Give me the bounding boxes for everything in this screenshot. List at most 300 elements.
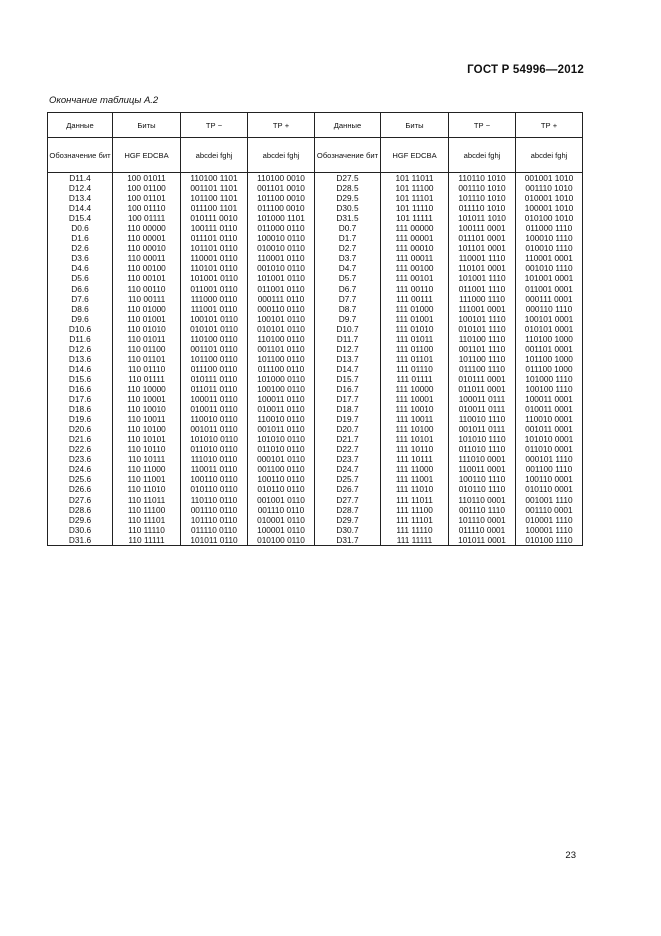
table-cell: 001100 0110 [257,464,305,475]
table-cell: 100111 0110 [190,223,238,234]
table-cell: 010101 0001 [524,323,574,334]
page-number: 23 [565,850,576,861]
table-cell: 010111 0110 [190,373,238,384]
table-cell: 110 01000 [127,303,166,314]
table-cell: 001110 1010 [458,183,506,194]
table-cell: D12.4 [68,183,92,194]
table-cell: 100001 1110 [525,524,573,535]
table-cell: 001100 1110 [525,464,573,475]
table-cell: 111 11001 [395,474,434,485]
table-cell: 011011 0110 [190,383,238,394]
table-cell: 111 10100 [395,424,434,435]
table-cell: 011110 0110 [191,524,237,535]
table-cell: 001010 0110 [257,263,305,274]
table-cell: 101110 0110 [190,514,238,525]
table-cell: 101010 0001 [524,434,574,445]
table-cell: 111 10101 [395,434,434,445]
subheader-tp-plus-right: abcdei fghj [516,138,583,173]
table-cell: 011010 1110 [458,444,506,455]
encoding-table [47,112,583,546]
table-cell: 111 10011 [395,414,434,425]
table-cell: 011101 0110 [190,233,238,244]
table-cell: 110 10100 [127,424,166,435]
table-cell: 110001 0110 [257,253,305,264]
table-cell: D24.7 [336,464,359,475]
header-data: Данные [48,113,113,138]
table-cell: D2.6 [71,243,89,254]
table-cell: 010011 0111 [458,404,506,415]
table-cell: 111 00001 [395,233,434,244]
table-cell: 110 11101 [127,514,166,525]
table-cell: 110 10101 [127,434,166,445]
table-cell: D14.6 [68,363,92,374]
header-tp-plus-right: ТР + [516,113,583,138]
header-tp-minus-right: ТР − [449,113,516,138]
table-cell: 010111 0010 [190,213,238,224]
table-cell: 000101 0110 [257,454,305,465]
table-cell: D13.6 [68,353,92,364]
table-cell: 100011 0111 [458,394,506,405]
table-cell: D31.5 [336,213,359,224]
table-cell: D8.6 [71,303,89,314]
table-cell: 111000 1110 [459,293,505,304]
table-cell: 001001 1110 [525,494,573,505]
table-cell: 110011 0110 [190,464,238,475]
table-cell: 110 11010 [127,484,166,495]
table-cell: 011001 0110 [190,283,238,294]
table-cell: 010001 0110 [257,514,305,525]
table-cell: 001101 0110 [190,343,238,354]
table-cell: 010001 1010 [524,193,574,204]
table-cell: D10.7 [336,323,359,334]
table-cell: 001110 0001 [525,504,573,515]
table-cell: 011010 0110 [257,444,305,455]
header-bits-right: Биты [381,113,449,138]
body-row [48,173,583,546]
table-cell: D10.6 [68,323,92,334]
table-cell: D15.6 [68,373,92,384]
table-cell: 001011 0111 [458,424,506,435]
table-cell: D23.7 [336,454,359,465]
table-cell: 110 10110 [127,444,166,455]
table-cell: 011110 1010 [458,203,506,214]
table-cell: D0.7 [338,223,357,234]
column-tp-minus-right [449,173,516,546]
table-cell: D15.4 [68,213,92,224]
table-cell: 001101 0110 [257,343,305,354]
table-cell: 010010 0110 [257,243,305,254]
header-bits: Биты [113,113,181,138]
table-cell: 101 11101 [395,193,434,204]
table-cell: 110100 1000 [525,333,573,344]
table-cell: 110 10111 [127,454,166,465]
table-cell: 110 01111 [128,373,165,384]
table-cell: 110 00101 [127,273,166,284]
table-cell: 101000 0110 [257,373,305,384]
table-cell: 110001 1110 [458,253,506,264]
table-cell: 100 01110 [127,203,166,214]
table-cell: 111 01111 [396,373,433,384]
table-cell: 011100 0110 [257,363,305,374]
header-tp-minus: ТР − [181,113,248,138]
table-cell: D9.6 [71,313,89,324]
table-cell: D6.6 [71,283,89,294]
table-cell: 101110 0001 [458,514,506,525]
table-cell: D2.7 [338,243,357,254]
table-cell: 001110 0110 [257,504,305,515]
table-cell: D20.7 [336,424,359,435]
table-cell: 101011 0110 [190,534,238,545]
table-cell: 010011 0110 [257,404,305,415]
table-cell: 011100 0010 [257,203,305,214]
table-cell: 111 10010 [395,404,434,415]
table-cell: 110 01100 [127,343,166,354]
table-cell: 011001 0110 [257,283,305,294]
table-cell: D19.6 [68,414,92,425]
table-cell: 110 11011 [127,494,166,505]
table-cell: 000110 0110 [257,303,305,314]
table-cell: 101001 0001 [524,273,574,284]
table-cell: 101101 0110 [190,243,238,254]
table-cell: D4.7 [338,263,357,274]
table-cell: 011100 1101 [190,203,238,214]
table-cell: D16.6 [68,383,92,394]
table-cell: 100111 0001 [458,223,506,234]
table-cell: D24.6 [68,464,92,475]
subheader-designation: Обозначение бит [48,138,113,173]
table-cell: 110 01010 [127,323,166,334]
table-cell: 001101 0001 [525,343,573,354]
table-cell: 011100 1110 [459,363,505,374]
table-cell: 001101 1101 [190,183,238,194]
header-row [48,113,583,138]
table-cell: 111 01000 [395,303,434,314]
table-cell: D13.7 [336,353,359,364]
table-cell: 110 10011 [127,414,166,425]
table-cell: D13.4 [68,193,92,204]
table-cell: D11.4 [69,173,91,183]
table-cell: D7.6 [71,293,89,304]
table-cell: 110 00000 [127,223,166,234]
table-cell: 100 01100 [127,183,166,194]
table-cell: 000111 0001 [525,293,573,304]
table-cell: 110110 1010 [458,173,506,183]
table-cell: D3.6 [71,253,89,264]
table-cell: D23.6 [68,454,92,465]
table-cell: 110100 0110 [190,333,238,344]
table-cell: D14.7 [336,363,359,374]
table-cell: 110110 0110 [190,494,238,505]
table-cell: 111 01101 [395,353,434,364]
table-cell: 010110 0001 [525,484,573,495]
column-data-right [315,173,381,546]
table-cell: 100100 0110 [257,383,305,394]
table-cell: 111001 0110 [190,303,238,314]
table-cell: 101001 0110 [190,273,238,284]
table-cell: 111 11101 [396,514,433,525]
table-cell: 100 01111 [127,213,166,224]
table-cell: 110100 1101 [190,173,238,183]
table-cell: 111010 0110 [190,454,238,465]
table-cell: 110 11000 [127,464,166,475]
table-cell: 111 01100 [395,343,434,354]
table-cell: 100110 1110 [458,474,506,485]
table-cell: 110 01101 [127,353,166,364]
table-cell: 110101 0001 [458,263,506,274]
table-cell: 010101 0110 [257,323,305,334]
table-cell: 100011 0110 [257,394,305,405]
table-cell: 101100 1000 [525,353,573,364]
table-cell: 110110 0001 [458,494,506,505]
table-cell: 110 01011 [127,333,166,344]
table-cell: 001001 1010 [524,173,574,183]
subheader-tp-plus: abcdei fghj [248,138,315,173]
table-cell: 101011 1010 [458,213,506,224]
table-cell: 001110 0110 [190,504,238,515]
table-cell: 010101 0110 [190,323,238,334]
table-cell: 001101 0010 [257,183,305,194]
table-cell: 111 10110 [395,444,434,455]
table-cell: D17.7 [336,394,359,405]
table-cell: 010100 1110 [525,534,573,545]
table-cell: 100 01101 [127,193,166,204]
table-cell: D31.7 [336,534,359,545]
table-cell: 101010 1110 [458,434,506,445]
table-cell: D29.6 [68,514,92,525]
table-cell: D27.5 [336,173,359,183]
table-cell: 111 11000 [395,464,434,475]
table-cell: 101100 0110 [190,353,238,364]
table-cell: 010010 1110 [525,243,573,254]
table-cell: 101100 1101 [190,193,238,204]
table-cell: D11.6 [69,333,91,344]
table-cell: 001110 1110 [459,504,505,515]
table-cell: D18.6 [68,404,92,415]
table-cell: 011000 0110 [257,223,305,234]
table-cell: 110010 1110 [458,414,506,425]
header-tp-plus: ТР + [248,113,315,138]
table-cell: 001011 0110 [257,424,305,435]
table-cell: D21.6 [68,434,92,445]
table-cell: 001001 0110 [257,494,305,505]
table-cell: 100110 0110 [257,474,305,485]
table-cell: 010001 1110 [525,514,573,525]
table-cell: 010111 0001 [458,373,506,384]
table-cell: D28.5 [336,183,359,194]
table-cell: 101 11011 [395,173,434,183]
table-cell: 111010 0001 [458,454,506,465]
table-cell: D26.7 [336,484,359,495]
subheader-tp-minus-right: abcdei fghj [449,138,516,173]
table-cell: 110 10010 [127,404,166,415]
table-cell: D30.5 [336,203,359,214]
table-cell: 100110 0001 [525,474,573,485]
table-cell: 110100 1110 [458,333,506,344]
table-cell: 011100 0110 [190,363,238,374]
table-cell: 110 10000 [127,383,166,394]
table-cell: 110101 0110 [190,263,238,274]
table-cell: 101000 1110 [525,373,573,384]
table-cell: 000101 1110 [525,454,573,465]
table-cell: D30.7 [336,524,359,535]
table-cell: D7.7 [338,293,357,304]
table-cell: 110100 0110 [257,333,305,344]
table-cell: 010110 1110 [458,484,506,495]
table-cell: 110 11111 [128,534,165,545]
table-cell: D29.5 [336,193,359,204]
table-cell: D21.7 [336,434,359,445]
table-cell: 010110 0110 [190,484,238,495]
table-cell: 110001 0110 [190,253,238,264]
table-cell: 111 00101 [395,273,434,284]
table-cell: 100001 1010 [524,203,574,214]
table-cell: D1.7 [338,233,357,244]
table-cell: 110 00011 [127,253,166,264]
table-cell: 010100 0110 [257,534,305,545]
table-cell: 110010 0110 [257,414,305,425]
table-cell: 110 00111 [127,293,166,304]
table-cell: 010100 1010 [524,213,574,224]
subheader-designation-right: Обозначение бит [315,138,381,173]
table-cell: 100001 0110 [257,524,305,535]
table-cell: 001101 1110 [458,343,506,354]
table-cell: 110 01001 [127,313,166,324]
table-cell: 100101 0001 [524,313,574,324]
table-cell: 111 01011 [395,333,434,344]
table-cell: D3.7 [338,253,357,264]
column-tp-plus-left [248,173,315,546]
table-cell: D18.7 [336,404,359,415]
table-cell: 010101 1110 [458,323,506,334]
table-cell: 100 01011 [127,173,166,183]
table-cell: 111 11011 [396,494,433,505]
table-cell: 100101 0110 [257,313,305,324]
standard-title: ГОСТ Р 54996—2012 [467,64,584,76]
table-cell: 111 01010 [395,323,434,334]
table-cell: 110 00001 [127,233,166,244]
table-cell: 001011 0001 [525,424,573,435]
table-cell: 101 11111 [396,213,433,224]
table-cell: 111 11110 [396,524,433,535]
table-caption: Окончание таблицы А.2 [49,95,159,106]
table-cell: 111 11100 [396,504,433,515]
column-tp-minus-left [181,173,248,546]
table-cell: 011000 1110 [525,223,573,234]
table-cell: 101100 1110 [458,353,506,364]
table-cell: 011010 0110 [190,444,238,455]
table-cell: 101100 0110 [257,353,305,364]
table-cell: D12.6 [68,343,92,354]
table-cell: 111 01001 [395,313,434,324]
table-cell: 111 11010 [395,484,434,495]
table-cell: 101100 0010 [257,193,305,204]
header-data-right: Данные [315,113,381,138]
table-cell: 110 11110 [128,524,165,535]
table-cell: 110 10001 [127,394,166,405]
table-cell: D29.7 [336,514,359,525]
table-cell: 100110 0110 [190,474,238,485]
table-cell: 111 00111 [396,293,433,304]
table-cell: 100101 0110 [190,313,238,324]
table-cell: 110001 0001 [525,253,573,264]
subheader-row [48,138,583,173]
column-tp-plus-right [516,173,583,546]
table-cell: D22.7 [336,444,359,455]
table-cell: D9.7 [338,313,357,324]
table-cell: 111 10111 [396,454,433,465]
table-cell: 111 01110 [396,363,433,374]
table-cell: 110 11100 [127,504,166,515]
table-cell: 001110 1010 [525,183,573,194]
table-cell: 111 10000 [395,383,434,394]
table-cell: 010011 0110 [190,404,238,415]
table-cell: D22.6 [68,444,92,455]
table-cell: 101 11100 [395,183,434,194]
table-cell: 011100 1000 [525,363,573,374]
table-cell: 101000 1101 [257,213,305,224]
table-cell: 100010 1110 [525,233,573,244]
table-cell: 101001 0110 [257,273,305,284]
table-cell: 110011 0001 [458,464,506,475]
table-cell: 111000 0110 [190,293,238,304]
column-bits-left [113,173,181,546]
table-cell: 111 00011 [395,253,434,264]
subheader-bits: HGF EDCBA [113,138,181,173]
table-cell: D17.6 [68,394,92,405]
table-cell: 110 00010 [127,243,166,254]
column-bits-right [381,173,449,546]
table-cell: D0.6 [71,223,89,234]
table-cell: 100011 0110 [190,394,238,405]
table-cell: 100100 1110 [525,383,573,394]
table-cell: 111 10001 [395,394,434,405]
table-cell: D14.4 [68,203,92,214]
table-cell: 101010 0110 [190,434,238,445]
table-cell: D11.7 [336,333,359,344]
table-cell: D16.7 [336,383,359,394]
table-cell: 010110 0110 [257,484,305,495]
table-cell: 011011 0001 [458,383,506,394]
subheader-bits-right: HGF EDCBA [381,138,449,173]
table-cell: 100010 0110 [257,233,305,244]
table-cell: 000111 0110 [257,293,305,304]
table-cell: 001010 1110 [525,263,573,274]
table-cell: D25.6 [68,474,92,485]
table-cell: 100101 1110 [458,313,506,324]
table-cell: 110010 0110 [190,414,238,425]
table-cell: D26.6 [68,484,92,495]
table-cell: 110 00110 [127,283,166,294]
table-cell: D4.6 [71,263,89,274]
table-cell: D5.6 [71,273,89,284]
table-cell: 111 00110 [395,283,434,294]
table-cell: 101 11110 [395,203,434,214]
table-cell: 011010 0001 [525,444,573,455]
table-cell: D28.7 [336,504,359,515]
table-cell: 110 01110 [127,363,166,374]
table-cell: 110010 0001 [525,414,573,425]
table-cell: 010011 0001 [525,404,573,415]
table-cell: D28.6 [68,504,92,515]
table-cell: D6.7 [338,283,357,294]
table-cell: 011110 0001 [458,524,506,535]
table-cell: 001011 0110 [190,424,238,435]
table-cell: 110 00100 [127,263,166,274]
table-cell: 101101 0001 [458,243,506,254]
table-cell: 111001 0001 [458,303,506,314]
table-cell: D20.6 [68,424,92,435]
table-cell: 111 11111 [396,534,433,545]
